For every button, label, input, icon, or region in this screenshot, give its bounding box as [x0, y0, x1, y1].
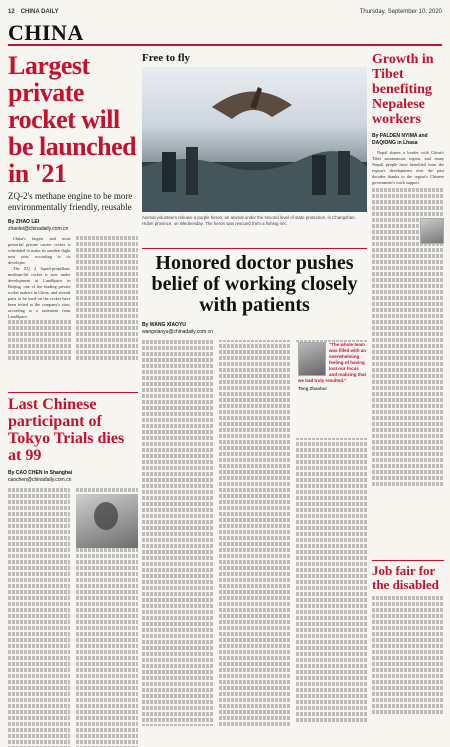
worker-portrait [420, 218, 444, 244]
pullquote-text: "The whole team was filled with an overwhelming feeling of having lost our focus and realizing that we had truly resulted." [298, 342, 367, 383]
page-header [8, 6, 442, 18]
translator-body [8, 488, 138, 747]
heron-photo [142, 67, 367, 212]
feature-photo-block [142, 52, 367, 227]
lead-story [8, 52, 138, 426]
translator-story [8, 392, 138, 747]
jobfair-body [372, 596, 444, 714]
translator-byline: By CAO CHEN in Shanghai caochen@chinadaily.com.cn [8, 470, 73, 483]
heron-illustration [142, 67, 367, 212]
doctor-body [142, 340, 367, 747]
tibet-headline: Growth in Tibet benefiting Nepalese workers [372, 52, 434, 127]
jobfair-headline: Job fair for the disabled [372, 563, 439, 592]
pullquote-box [294, 342, 367, 438]
tibet-byline: By PALDEN NYIMA and DAQIONG in Lhasa [372, 133, 428, 146]
jobfair-story [372, 560, 444, 716]
lead-byline: By ZHAO LEI zhaolei@chinadaily.com.cn [8, 219, 69, 232]
pullquote-name: Tong Zhaohui [298, 386, 327, 391]
page-number: 12 [8, 9, 15, 15]
issue-date: Thursday, September 10, 2020 [359, 9, 442, 15]
lead-body: China's largest and most powerful private carrier rocket is scheduled to make its maiden flight next year, according to its developer. The ZQ 2 liquid-propellant, medium-lift rocket is now under development at LandSpace in Beijing, one of the leading private rocket makers in China, and several parts to be used on the rocket have been tested at the company's sites, according to a statement from LandSpace. [8, 236, 138, 426]
section-title: CHINA [8, 20, 442, 46]
tibet-story [372, 52, 444, 498]
doctor-headline: Honored doctor pushes belief of working closely with patients [151, 252, 358, 316]
lead-headline: Largest private rocket will be launched in '21 [8, 51, 137, 188]
lead-deck: ZQ-2's methane engine to be more environmentally friendly, reusable [8, 191, 133, 212]
doctor-portrait [298, 342, 326, 376]
doctor-byline: By WANG XIAOYU wangxiaoyu@chinadaily.com.cn [142, 322, 213, 335]
translator-headline: Last Chinese participant of Tokyo Trials dies at 99 [8, 396, 125, 464]
feature-caption: Animal volunteers release a purple heron, an animal under the second level of state protection, in Changshan, Hubei province, on Wednesday. The heron was rescued from a fishing net. [142, 215, 356, 226]
doctor-story [142, 248, 367, 747]
feature-kicker: Free to fly [142, 52, 191, 64]
portrait-photo [76, 494, 138, 548]
tibet-body: Nepal shares a border with China's Tibet autonomous region, and many Nepali people have benefited from the region's development over the past decades thanks to the region's Chinese government's work support. [372, 150, 444, 185]
newspaper-brand: CHINA DAILY [20, 9, 59, 15]
tibet-body-continued [372, 188, 444, 498]
